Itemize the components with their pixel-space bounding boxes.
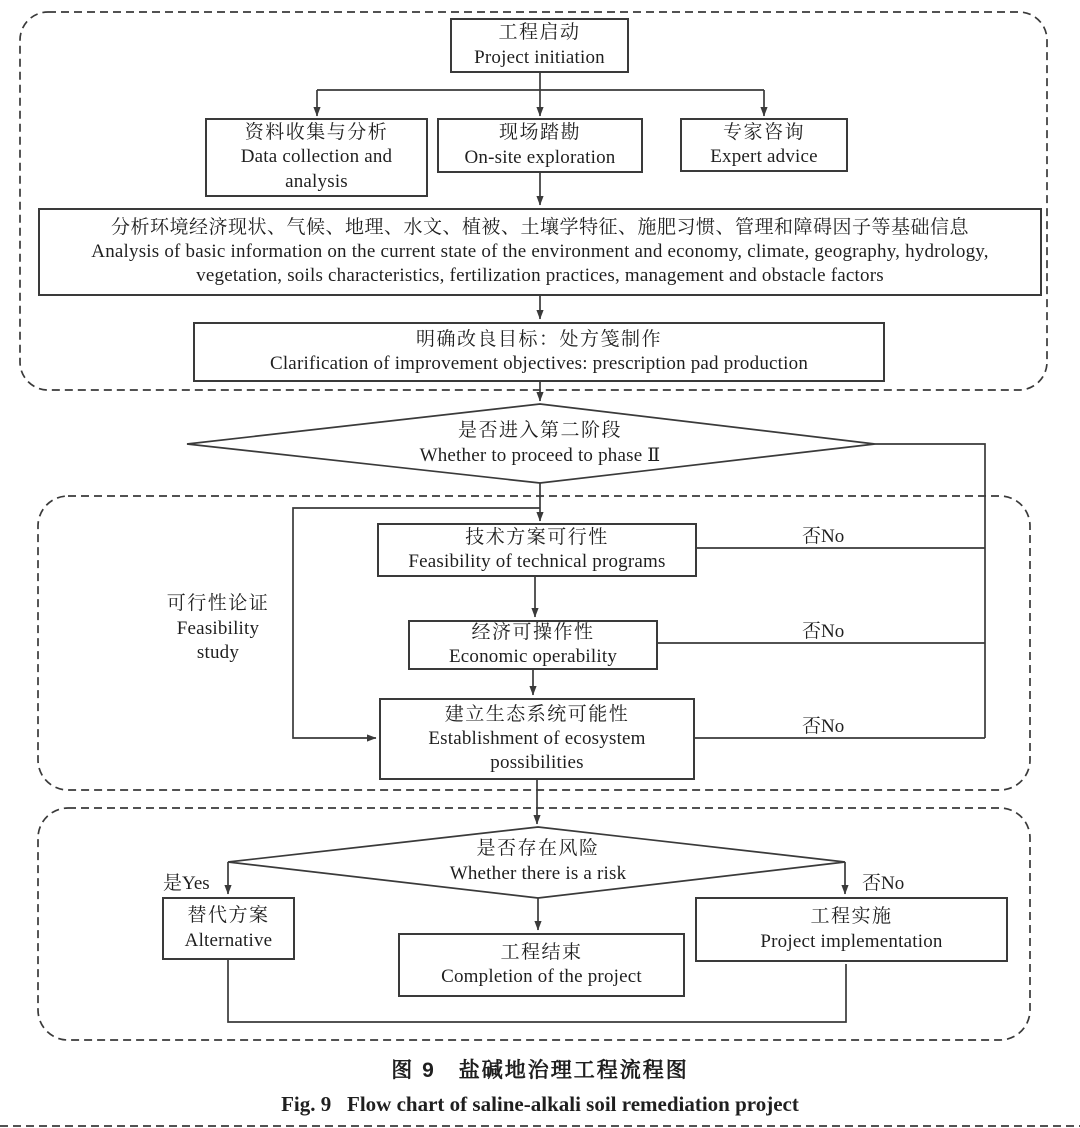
- decision-risk-zh: 是否存在风险: [476, 838, 600, 860]
- label-feasibility-study-en: Feasibility study: [176, 617, 260, 664]
- node-data-collection-zh: 资料收集与分析: [244, 122, 389, 144]
- node-economic-operability: [408, 620, 658, 670]
- node-objectives-en: Clarification of improvement objectives: prescription pad production: [269, 353, 809, 374]
- node-alternative: [162, 897, 295, 960]
- decision-phase2-zh: 是否进入第二阶段: [457, 420, 622, 442]
- no-collector-line: [875, 444, 985, 738]
- label-no-risk: 否No: [862, 873, 905, 894]
- node-economic-operability-en: Economic operability: [448, 646, 618, 667]
- node-technical-feasibility-en: Feasibility of technical programs: [408, 551, 666, 572]
- node-data-collection-en: Data collection and analysis: [240, 146, 393, 192]
- node-technical-feasibility: [377, 523, 697, 577]
- label-yes: 是Yes: [163, 873, 210, 894]
- node-ecosystem-possibility-en: Establishment of ecosystem possibilities: [428, 727, 646, 774]
- decision-risk-en: Whether there is a risk: [449, 863, 627, 884]
- node-objectives-zh: 明确改良目标：处方笺制作: [415, 328, 662, 350]
- node-completion-en: Completion of the project: [441, 966, 642, 987]
- node-economic-operability-zh: 经济可操作性: [471, 621, 595, 643]
- node-objectives: [193, 322, 885, 382]
- label-feasibility-study: [148, 592, 288, 666]
- node-alternative-en: Alternative: [184, 929, 273, 951]
- node-onsite-exploration-zh: 现场踏勘: [498, 122, 581, 144]
- node-onsite-exploration: [437, 118, 643, 173]
- node-project-initiation-en: Project initiation: [474, 46, 605, 68]
- label-no-economic: 否No: [802, 621, 845, 642]
- node-expert-advice-en: Expert advice: [710, 146, 818, 167]
- decision-risk: [338, 832, 738, 892]
- node-project-initiation: [450, 18, 629, 73]
- node-completion: [398, 933, 685, 997]
- node-implementation-zh: 工程实施: [810, 906, 893, 928]
- node-ecosystem-possibility-zh: 建立生态系统可能性: [444, 703, 630, 725]
- node-implementation: [695, 897, 1008, 962]
- node-basic-analysis-zh: 分析环境经济现状、气候、地理、水文、植被、土壤学特征、施肥习惯、管理和障碍因子等基础信息: [110, 216, 969, 238]
- node-basic-analysis-en: Analysis of basic information on the current state of the environment and economy, climate, geography, hydrology, vegetation, soils characteristics, fertilization practices, management and obstacle factors: [91, 240, 989, 287]
- node-expert-advice-zh: 专家咨询: [722, 121, 805, 143]
- node-alternative-zh: 替代方案: [187, 905, 270, 927]
- label-no-technical: 否No: [802, 526, 845, 547]
- node-technical-feasibility-zh: 技术方案可行性: [465, 526, 609, 548]
- node-completion-zh: 工程结束: [500, 941, 583, 963]
- node-basic-analysis: [38, 208, 1042, 296]
- node-implementation-en: Project implementation: [760, 930, 943, 952]
- figure-caption-en: Fig. 9 Flow chart of saline-alkali soil remediation project: [281, 1092, 799, 1116]
- node-expert-advice: [680, 118, 848, 172]
- label-no-ecosystem: 否No: [802, 716, 845, 737]
- node-data-collection: [205, 118, 428, 197]
- node-onsite-exploration-en: On-site exploration: [464, 146, 616, 168]
- label-feasibility-study-zh: 可行性论证: [166, 593, 270, 614]
- figure-caption-zh: 图 9 盐碱地治理工程流程图: [391, 1059, 689, 1082]
- node-project-initiation-zh: 工程启动: [498, 22, 581, 44]
- decision-phase2-en: Whether to proceed to phase Ⅱ: [419, 445, 661, 466]
- node-ecosystem-possibility: [379, 698, 695, 780]
- decision-phase2: [290, 412, 790, 476]
